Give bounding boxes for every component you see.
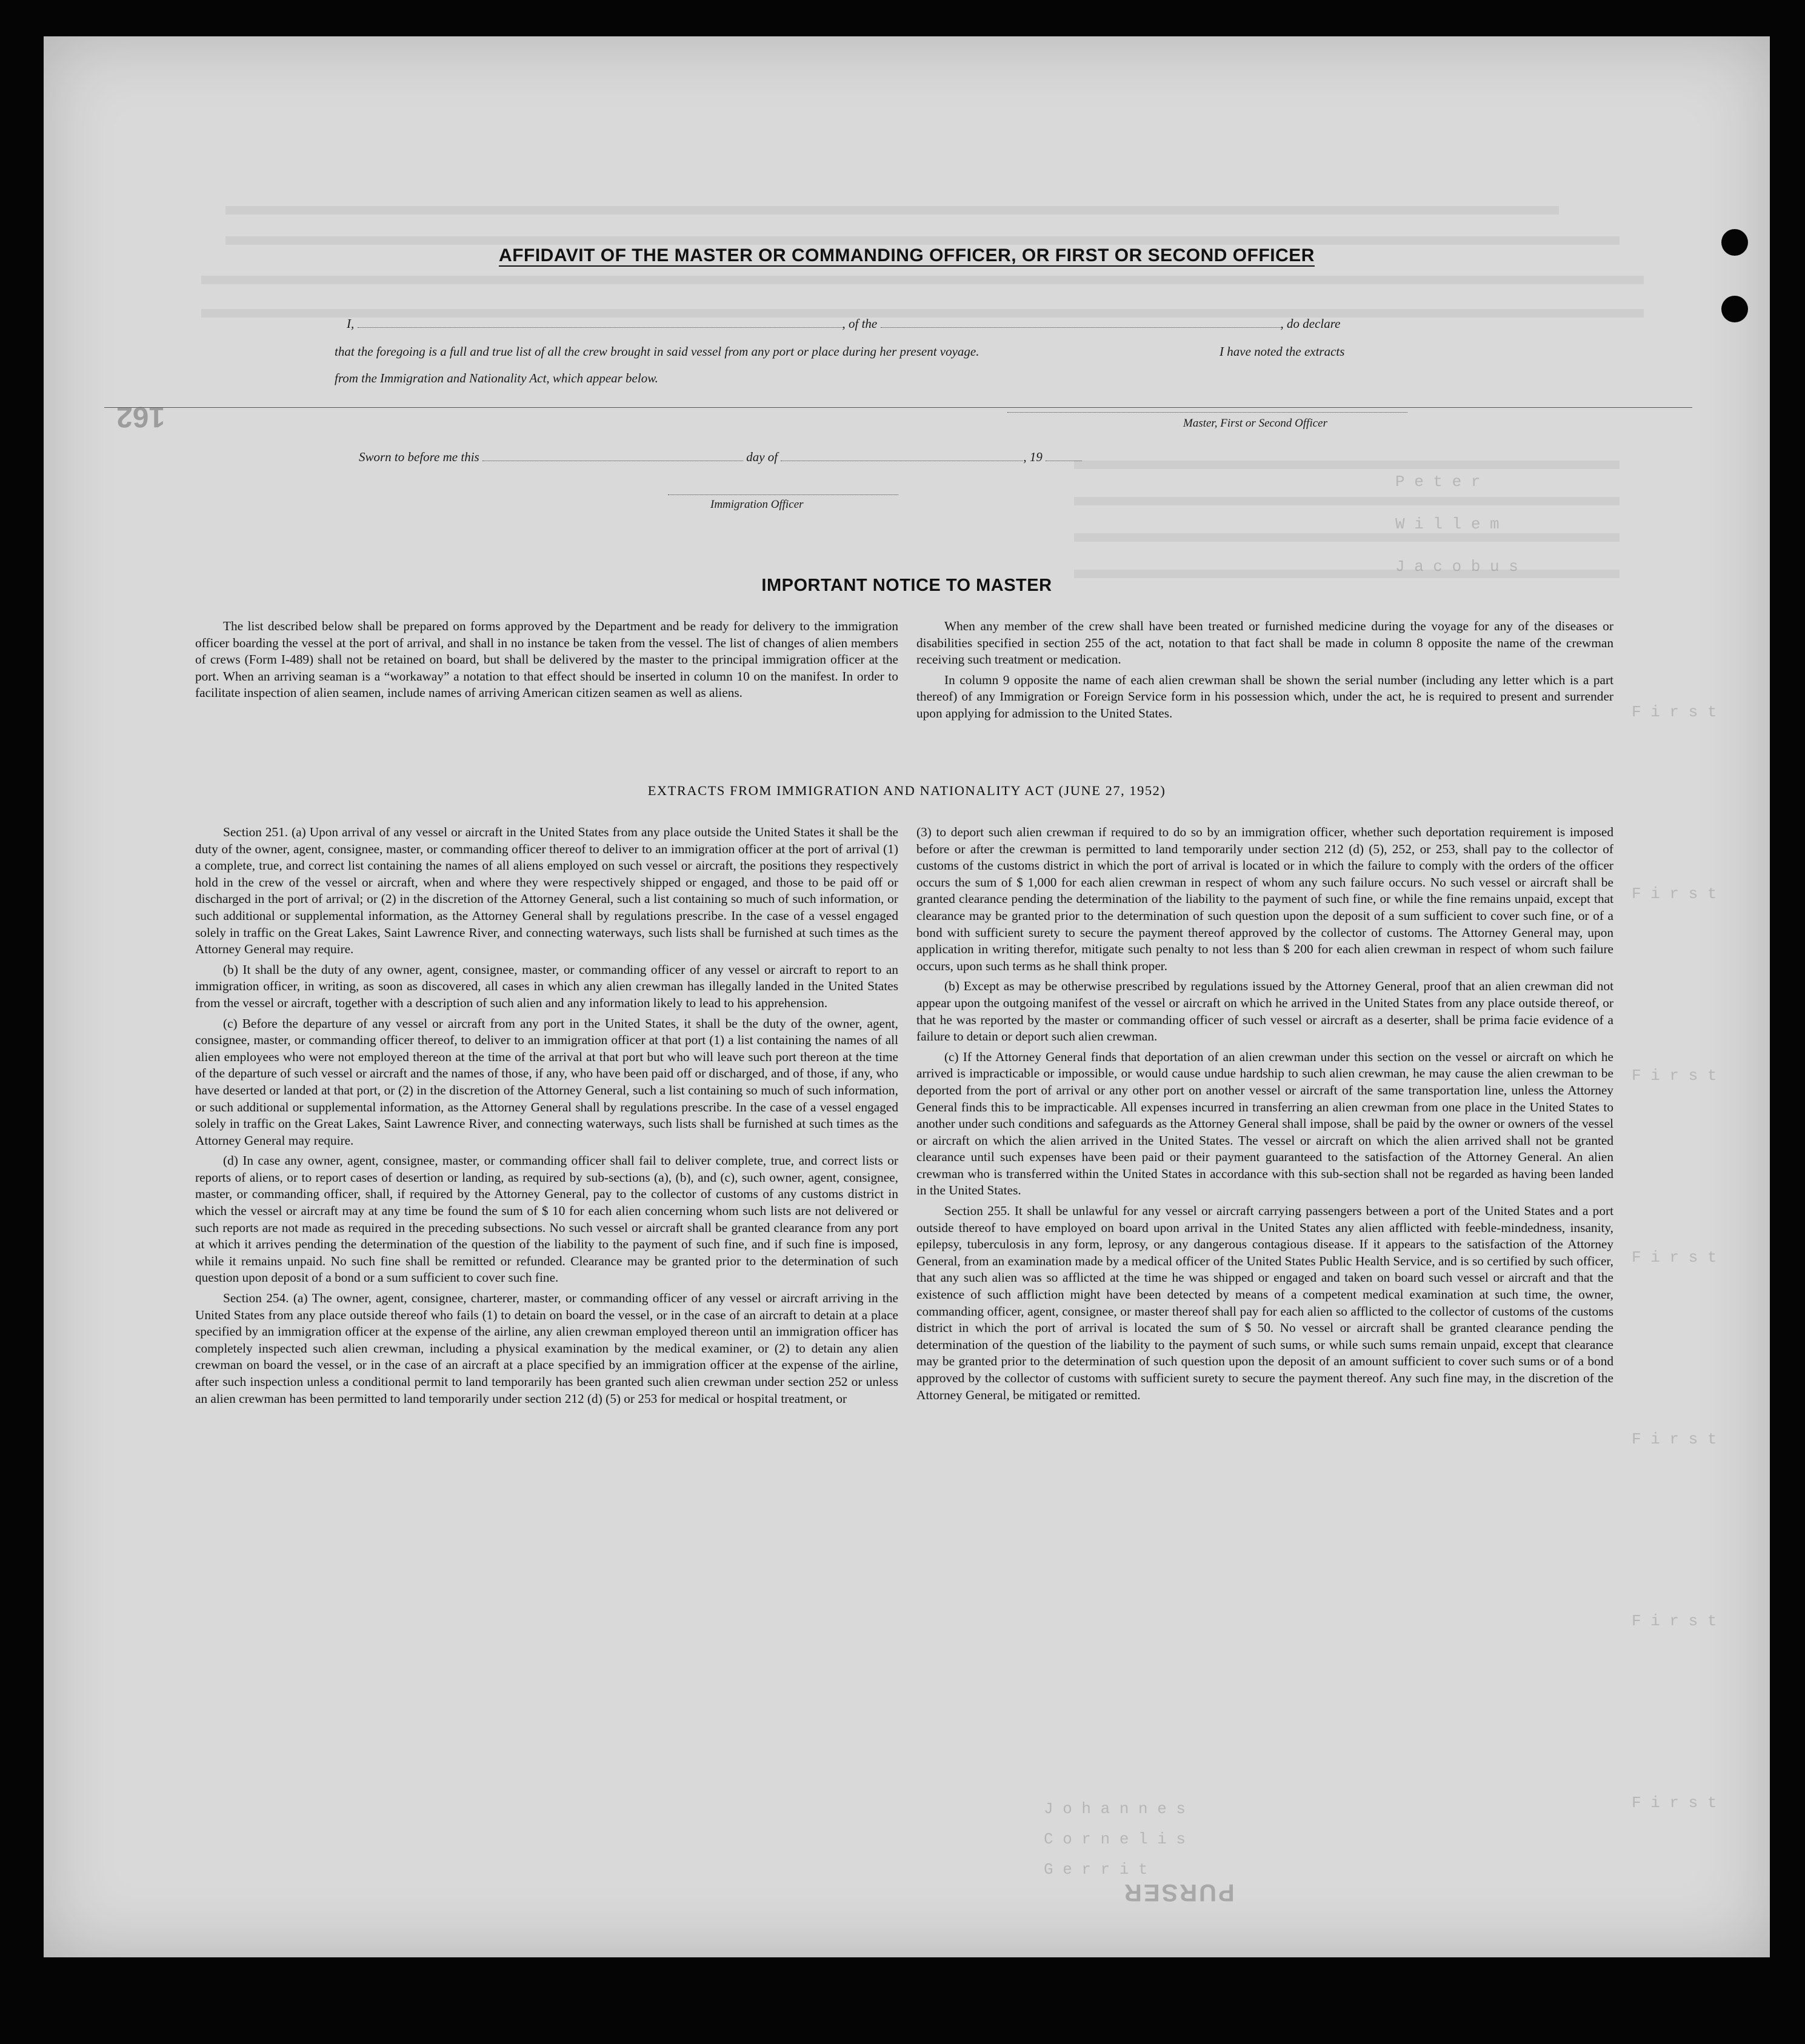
extracts-right-column — [916, 824, 1613, 1407]
section-251-a: Section 251. (a) Upon arrival of any vessel or aircraft in the United States from any place outside the United States it shall be the duty of the owner, agent, consignee, master, or commanding officer thereof to deliver to an immigration officer at the port of arrival (1) a complete, true, and correct list containing the names of all aliens employed on such vessel or aircraft, the positions they respectively hold in the crew of the vessel or aircraft, when and where they were respectively shipped or engaged, and those to be paid off or discharged in the port of arrival; or (2) in the discretion of the Attorney General, such a list containing so much of such information, or such additional or supplemental information, as the Attorney General shall by regulations prescribe. In the case of a vessel engaged solely in traffic on the Great Lakes, Saint Lawrence River, and connecting waterways, such lists shall be furnished at such times as the Attorney General may require. — [195, 825, 898, 957]
section-255: Section 255. It shall be unlawful for any vessel or aircraft carrying passengers between a port of the United States and a port outside thereof to have employed on board upon arrival in the United States any alien afflicted with feeble-mindedness, insanity, epilepsy, tuberculosis in any form, leprosy, or any dangerous contagious disease. If it appears to the satisfaction of the Attorney General, from an examination made by a medical officer of the United States Public Health Service, and is so certified by such officer, that any such alien was so afflicted at the time he was shipped or engaged and taken on board such vessel or aircraft and that the existence of such affliction might have been detected by means of a competent medical examination at such time, the owner, commanding officer, agent, consignee, or master thereof shall pay for each alien so afflicted to the collector of customs of the customs district in which the port of arrival is located the sum of $ 50. No vessel or aircraft shall be granted clearance pending the determination of the question of the liability to the payment of such sums, or while such sums remain unpaid, except that clearance may be granted prior to the determination of such question upon the deposit of an amount sufficient to cover such sums or of a bond approved by the collector of customs with sufficient surety to secure the payment thereof. Any such fine may, in the discretion of the Attorney General, be mitigated or remitted. — [916, 1203, 1613, 1402]
vessel-name-blank[interactable] — [881, 318, 1281, 328]
section-254-c: (c) If the Attorney General finds that deportation of an alien crewman under this section on the vessel or aircraft on which he arrived is impracticable or impossible, or would cause undue hardship to such alien crewman, he may cause the alien crewman to be deported from the port of arrival or any other port on another vessel or aircraft of the same transportation line, unless the Attorney General finds this to be impracticable. All expenses incurred in transferring an alien crewman from one place in the United States to another under such conditions and safeguards as the Attorney General shall impose, shall be paid by the owner or owners of the vessel or aircraft on which the alien arrived in the United States. The vessel or aircraft on which the alien arrived shall not be granted clearance until such expenses have been paid or their payment guaranteed to the satisfaction of the Attorney General. An alien crewman who is transferred within the United States in accordance with this sub-section shall not be regarded as having been landed in the United States. — [916, 1049, 1613, 1198]
affidavit-line-2: that the foregoing is a full and true list of all the crew brought in said vessel from any port or place during her present voyage. — [335, 344, 979, 359]
sworn-day-blank[interactable] — [482, 451, 743, 461]
section-254-a-continued: (3) to deport such alien crewman if required to do so by an immigration officer, whether such deportation requirement is imposed before or after the crewman is permitted to land temporarily under section 212 (d) (5), 252, or 253, shall pay to the collector of customs of the customs district in which the port of arrival is located or in which the failure to comply with the orders of the officer occurs the sum of $ 1,000 for each alien crewman in respect of whom any such failure occurs. No such vessel or aircraft shall be granted clearance pending the determination of the liability to the payment of such fine, or while the fine remains unpaid, except that clearance may be granted prior to the determination of such question upon the deposit of a sum sufficient to cover such fine, or of a bond with sufficient surety to secure the payment thereof approved by the collector of customs. The Attorney General may, upon application in writing therefor, mitigate such penalty to not less than $ 200 for each alien crewman in respect of whom such failure occurs, upon such terms as he shall think proper. — [916, 825, 1613, 973]
notice-title: IMPORTANT NOTICE TO MASTER — [761, 576, 1052, 595]
document-page — [44, 36, 1770, 1957]
extracts-left-column — [195, 824, 898, 1411]
notice-left-text: The list described below shall be prepared on forms approved by the Department and be ready for delivery to the immigration officer boarding the vessel at the port of arrival, and shall in no instance be taken from the vessel. The list of changes of alien members of crews (Form I-489) shall not be retained on board, but shall be delivered by the master to the principal immigration officer at the port. When an arriving seaman is a “workaway” a notation to that effect should be inserted in column 10 on the manifest. In order to facilitate inspection of alien seamen, include names of arriving American citizen seamen as well as aliens. — [195, 619, 898, 701]
notice-right-column — [916, 618, 1613, 726]
purser-stamp: PURSER — [1123, 1879, 1235, 1906]
immigration-officer-signature-line[interactable] — [668, 494, 898, 495]
section-251-c: (c) Before the departure of any vessel or aircraft from any port in the United States, it shall be the duty of the owner, agent, consignee, master, or commanding officer thereof, to deliver to an immigration officer at that port (1) a list containing the names of all alien employees who were not employed thereon at the time of the arrival at that port but who will leave such port thereon at the time of the departure of such vessel or aircraft and the names of those, if any, who have been paid off or discharged, and of those, if any, who have deserted or landed at that port, or (2) in the discretion of the Attorney General, such a list containing so much of such information, or such additional or supplemental information, as the Attorney General shall by regulations prescribe. In the case of a vessel engaged solely in traffic on the Great Lakes, Saint Lawrence River, and connecting waterways, such lists shall be furnished at such times as the Attorney General may require. — [195, 1016, 898, 1148]
section-254-a: Section 254. (a) The owner, agent, consignee, charterer, master, or commanding officer of any vessel or aircraft arriving in the United States from any place outside thereof who fails (1) to detain on board the vessel, or in the case of an aircraft to detain at a place specified by an immigration officer at the expense of the airline, any alien crewman employed thereon until an immigration officer has completely inspected such alien crewman, including a physical examination by the medical examiner, or (2) to detain any alien crewman on board the vessel, or in the case of an aircraft at a place specified by an immigration officer at the expense of the airline, after such inspection unless a conditional permit to land temporarily has been granted such alien crewman under section 252 or unless an alien crewman has been permitted to land temporarily under section 212 (d) (5) or 253 for medical or hospital treatment, or — [195, 1291, 898, 1406]
master-signature-label: Master, First or Second Officer — [1183, 417, 1328, 430]
punch-hole-bottom — [1721, 296, 1748, 322]
notice-left-column — [195, 618, 898, 705]
page-number-stamp: 162 — [116, 401, 165, 433]
section-254-b: (b) Except as may be otherwise prescribed by regulations issued by the Attorney General, proof that an alien crewman did not appear upon the outgoing manifest of the vessel or aircraft on which he arrived in the United States from any place outside thereof, or that he was reported by the master or commanding officer of such vessel or aircraft as a deserter, shall be prima facie evidence of a failure to detain or deport such alien crewman. — [916, 979, 1613, 1044]
section-251-d: (d) In case any owner, agent, consignee, master, or commanding officer shall fail to deliver complete, true, and correct lists or reports of aliens, or to report cases of desertion or landing, as required by sub-sections (a), (b), and (c), such owner, agent, consignee, master, or commanding officer, shall, if required by the Attorney General, pay to the collector of customs of any customs district in which the vessel or aircraft may at any time be found the sum of $ 10 for each alien concerning whom such lists are not delivered or such reports are not made as required in the preceding subsections. No such vessel or aircraft shall be granted clearance from any port at which it arrives pending the determination of the question of the liability to the payment of such fine, and if such fine is imposed, while it remains unpaid. No such fine shall be remitted or refunded. Clearance may be granted prior to the determination of such question upon deposit of a bond or a sum sufficient to cover such fine. — [195, 1153, 898, 1285]
sworn-month-blank[interactable] — [781, 451, 1023, 461]
affidavit-line-3: from the Immigration and Nationality Act, which appear below. — [335, 371, 658, 385]
affidavit-line-1: I, , of the , do declare — [347, 316, 1341, 331]
affidavit-title: AFFIDAVIT OF THE MASTER OR COMMANDING OFFICER, OR FIRST OR SECOND OFFICER — [499, 245, 1315, 265]
affidavit-divider — [104, 407, 1692, 408]
affidavit-line-2-right: I have noted the extracts — [1219, 344, 1345, 359]
bleed-through-texture: P e t e r W i l l e m J a c o b u s F i r s t F i r s t F i r s t F i r s t F i r s t F i r s t F i r s t J o h a n n e s C o r n e l i s G e r r i t — [44, 36, 1770, 1957]
immigration-officer-label: Immigration Officer — [710, 498, 804, 511]
master-name-blank[interactable] — [358, 318, 842, 328]
notice-right-text-1: When any member of the crew shall have been treated or furnished medicine during the voyage for any of the diseases or disabilities specified in section 255 of the act, notation to that fact shall be made in column 8 opposite the name of the crewman receiving such treatment or medication. — [916, 619, 1613, 667]
sworn-line: Sworn to before me this day of , 19 — [359, 450, 1082, 465]
extracts-title: EXTRACTS FROM IMMIGRATION AND NATIONALITY ACT (JUNE 27, 1952) — [647, 783, 1166, 798]
notice-right-text-2: In column 9 opposite the name of each alien crewman shall be shown the serial number (including any letter which is a part thereof) of any Immigration or Foreign Service form in his possession which, under the act, he is required to present and surrender upon applying for admission to the United States. — [916, 672, 1613, 721]
master-signature-line[interactable] — [1007, 412, 1407, 413]
section-251-b: (b) It shall be the duty of any owner, agent, consignee, master, or commanding officer of any vessel or aircraft to report to an immigration officer, in writing, as soon as discovered, all cases in which any alien crewman has illegally landed in the United States from the vessel or aircraft, together with a description of such alien and any information likely to lead to his apprehension. — [195, 962, 898, 1010]
sworn-year-blank[interactable] — [1046, 451, 1082, 461]
